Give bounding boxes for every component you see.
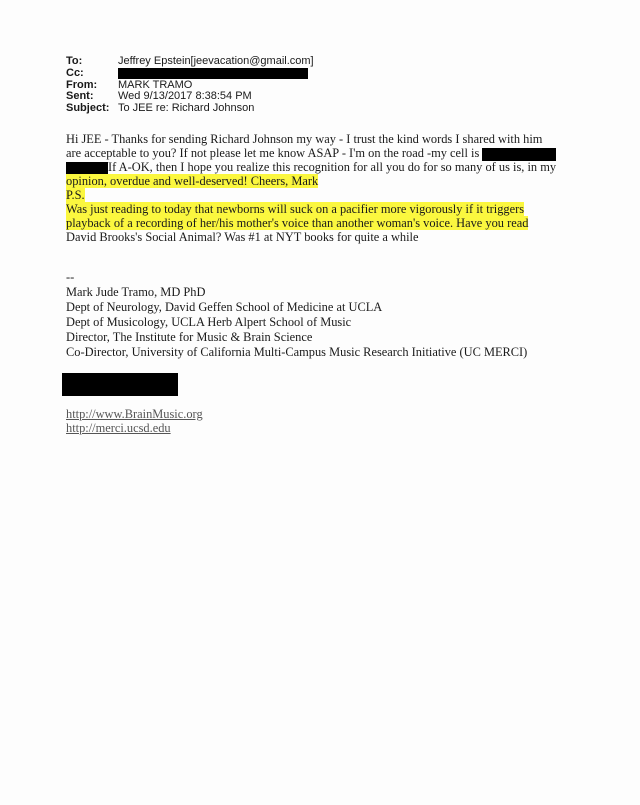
ps-line-1 bbox=[66, 202, 581, 216]
signature-block bbox=[66, 270, 527, 360]
body-line-2-text: are acceptable to you? If not please let me know ASAP - I'm on the road -my cell is bbox=[66, 146, 480, 160]
brainmusic-link[interactable]: http://www.BrainMusic.org bbox=[66, 407, 203, 421]
signature-redaction bbox=[62, 373, 178, 396]
from-value: MARK TRAMO bbox=[118, 78, 193, 91]
ps-line-2-text: playback of a recording of her/his mother's voice than another woman's voice. Have you read bbox=[66, 216, 529, 230]
cell-redaction-continued bbox=[66, 162, 108, 175]
cc-label: Cc: bbox=[66, 66, 84, 79]
merci-link[interactable]: http://merci.ucsd.edu bbox=[66, 421, 171, 435]
subject-label: Subject: bbox=[66, 102, 110, 115]
ps-line-3: David Brooks's Social Animal? Was #1 at NYT books for quite a while bbox=[66, 230, 419, 244]
signature-dashes: -- bbox=[66, 270, 75, 284]
cell-redaction bbox=[482, 148, 556, 161]
ps-line-1-text: Was just reading to today that newborns will suck on a pacifier more vigorously if it triggers bbox=[66, 202, 525, 216]
ps-line-2 bbox=[66, 216, 581, 230]
sent-value: Wed 9/13/2017 8:38:54 PM bbox=[118, 90, 252, 103]
subject-row bbox=[66, 103, 314, 115]
to-label: To: bbox=[66, 55, 83, 67]
body-line-3 bbox=[66, 160, 581, 174]
email-header bbox=[66, 56, 314, 115]
to-value: Jeffrey Epstein[jeevacation@gmail.com] bbox=[118, 55, 314, 67]
to-row bbox=[66, 56, 314, 68]
cc-row bbox=[66, 68, 314, 80]
body-line-3-text: If A-OK, then I hope you realize this recognition for all you do for so many of us is, in my bbox=[108, 160, 557, 174]
body-line-2 bbox=[66, 146, 581, 160]
cc-redaction bbox=[118, 68, 308, 79]
subject-value: To JEE re: Richard Johnson bbox=[118, 102, 255, 115]
signature-line-4: Co-Director, University of California Multi-Campus Music Research Initiative (UC MERCI) bbox=[66, 345, 528, 359]
signature-line-2: Dept of Musicology, UCLA Herb Alpert School of Music bbox=[66, 315, 352, 329]
signature-name: Mark Jude Tramo, MD PhD bbox=[66, 285, 206, 299]
ps-label-line bbox=[66, 188, 581, 202]
sent-label: Sent: bbox=[66, 90, 94, 103]
signature-line-1: Dept of Neurology, David Geffen School of Medicine at UCLA bbox=[66, 300, 383, 314]
from-label: From: bbox=[66, 78, 98, 91]
email-body bbox=[66, 132, 581, 244]
signature-links bbox=[66, 407, 203, 435]
body-line-1: Hi JEE - Thanks for sending Richard Johnson my way - I trust the kind words I shared with him bbox=[66, 132, 543, 146]
signature-line-3: Director, The Institute for Music & Brain Science bbox=[66, 330, 313, 344]
ps-label: P.S. bbox=[66, 188, 85, 202]
body-line-4-text: opinion, overdue and well-deserved! Cheers, Mark bbox=[66, 174, 319, 188]
body-line-4 bbox=[66, 174, 581, 188]
